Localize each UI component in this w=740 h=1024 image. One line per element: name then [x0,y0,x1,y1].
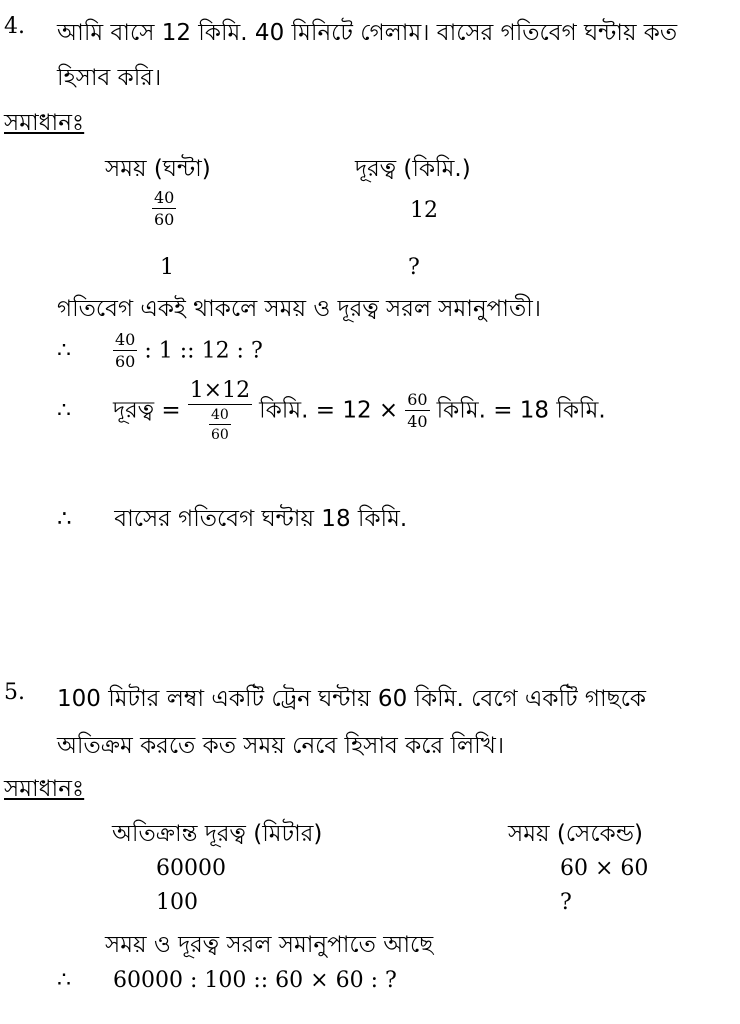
q4-equation-fraction2: $\frac{60}{40}$ [407,390,428,431]
q4-proportion-statement: গতিবেগ একই থাকলে সময় ও দূরত্ব সরল সমানুপাতী। [57,296,542,322]
q4-row2-distance: ? [408,255,420,280]
q5-proportion-line [57,968,397,993]
therefore-symbol: ∴ [57,968,71,993]
q5-row2-time: ? [560,890,572,915]
therefore-symbol: ∴ [57,398,71,424]
q4-row2-time: 1 [160,255,174,280]
q4-proportion-rest: : 1 :: 12 : ? [144,338,263,364]
q4-col-dist-header: দূরত্ব (কিমি.) [355,156,471,182]
q5-text-line1: 100 মিটার লম্বা একটি ট্রেন ঘন্টায় 60 কিমি. বেগে একটি গাছকে [57,686,646,712]
q4-equation-main-fraction: $\frac{1\times 12}{\frac{40}{60}}$ [189,378,251,443]
q4-row1-distance: 12 [410,198,438,223]
q4-answer: বাসের গতিবেগ ঘন্টায় 18 কিমি. [114,506,408,532]
q5-col-dist-header: অতিক্রান্ত দূরত্ব (মিটার) [112,821,323,847]
q5-text-line2: অতিক্রম করতে কত সময় নেবে হিসাব করে লিখি। [57,733,505,759]
therefore-symbol: ∴ [57,506,72,532]
q4-answer-line [57,500,407,539]
therefore-symbol: ∴ [57,338,71,364]
q4-text-line2: হিসাব করি। [57,65,162,91]
q4-number: 4. [4,14,25,39]
q4-col-time-header: সময় (ঘন্টা) [105,156,211,182]
q4-equation-unit1: কিমি. = 12 × [259,397,399,424]
q4-equation-nested-fraction: $\frac{40}{60}$ [210,407,229,443]
q4-proportion-line [57,332,263,370]
q4-row1-time-numerator: 40 [154,188,175,207]
q4-row1-time-fraction [152,190,176,228]
q5-row2-distance: 100 [156,890,198,915]
q5-col-time-header: সময় (সেকেন্ড) [508,821,643,847]
q5-row1-time: 60 × 60 [560,856,649,881]
q5-number: 5. [4,680,25,705]
q4-equation-lhs: দূরত্ব = [113,397,181,424]
q5-solution-label: সমাধানঃ [4,776,85,802]
q4-equation-line [57,380,606,442]
q5-row1-distance: 60000 [156,856,226,881]
q5-proportion-statement: সময় ও দূরত্ব সরল সমানুপাতে আছে [105,932,434,958]
q5-proportion: 60000 : 100 :: 60 × 60 : ? [113,968,397,993]
q4-proportion-fraction: $\frac{40}{60}$ [115,330,136,371]
q4-solution-label: সমাধানঃ [4,110,85,136]
q4-row1-time-denominator: 60 [154,210,175,229]
q4-text-line1: আমি বাসে 12 কিমি. 40 মিনিটে গেলাম। বাসের গতিবেগ ঘন্টায় কত [57,20,678,46]
q4-equation-result: কিমি. = 18 কিমি. [436,397,606,424]
